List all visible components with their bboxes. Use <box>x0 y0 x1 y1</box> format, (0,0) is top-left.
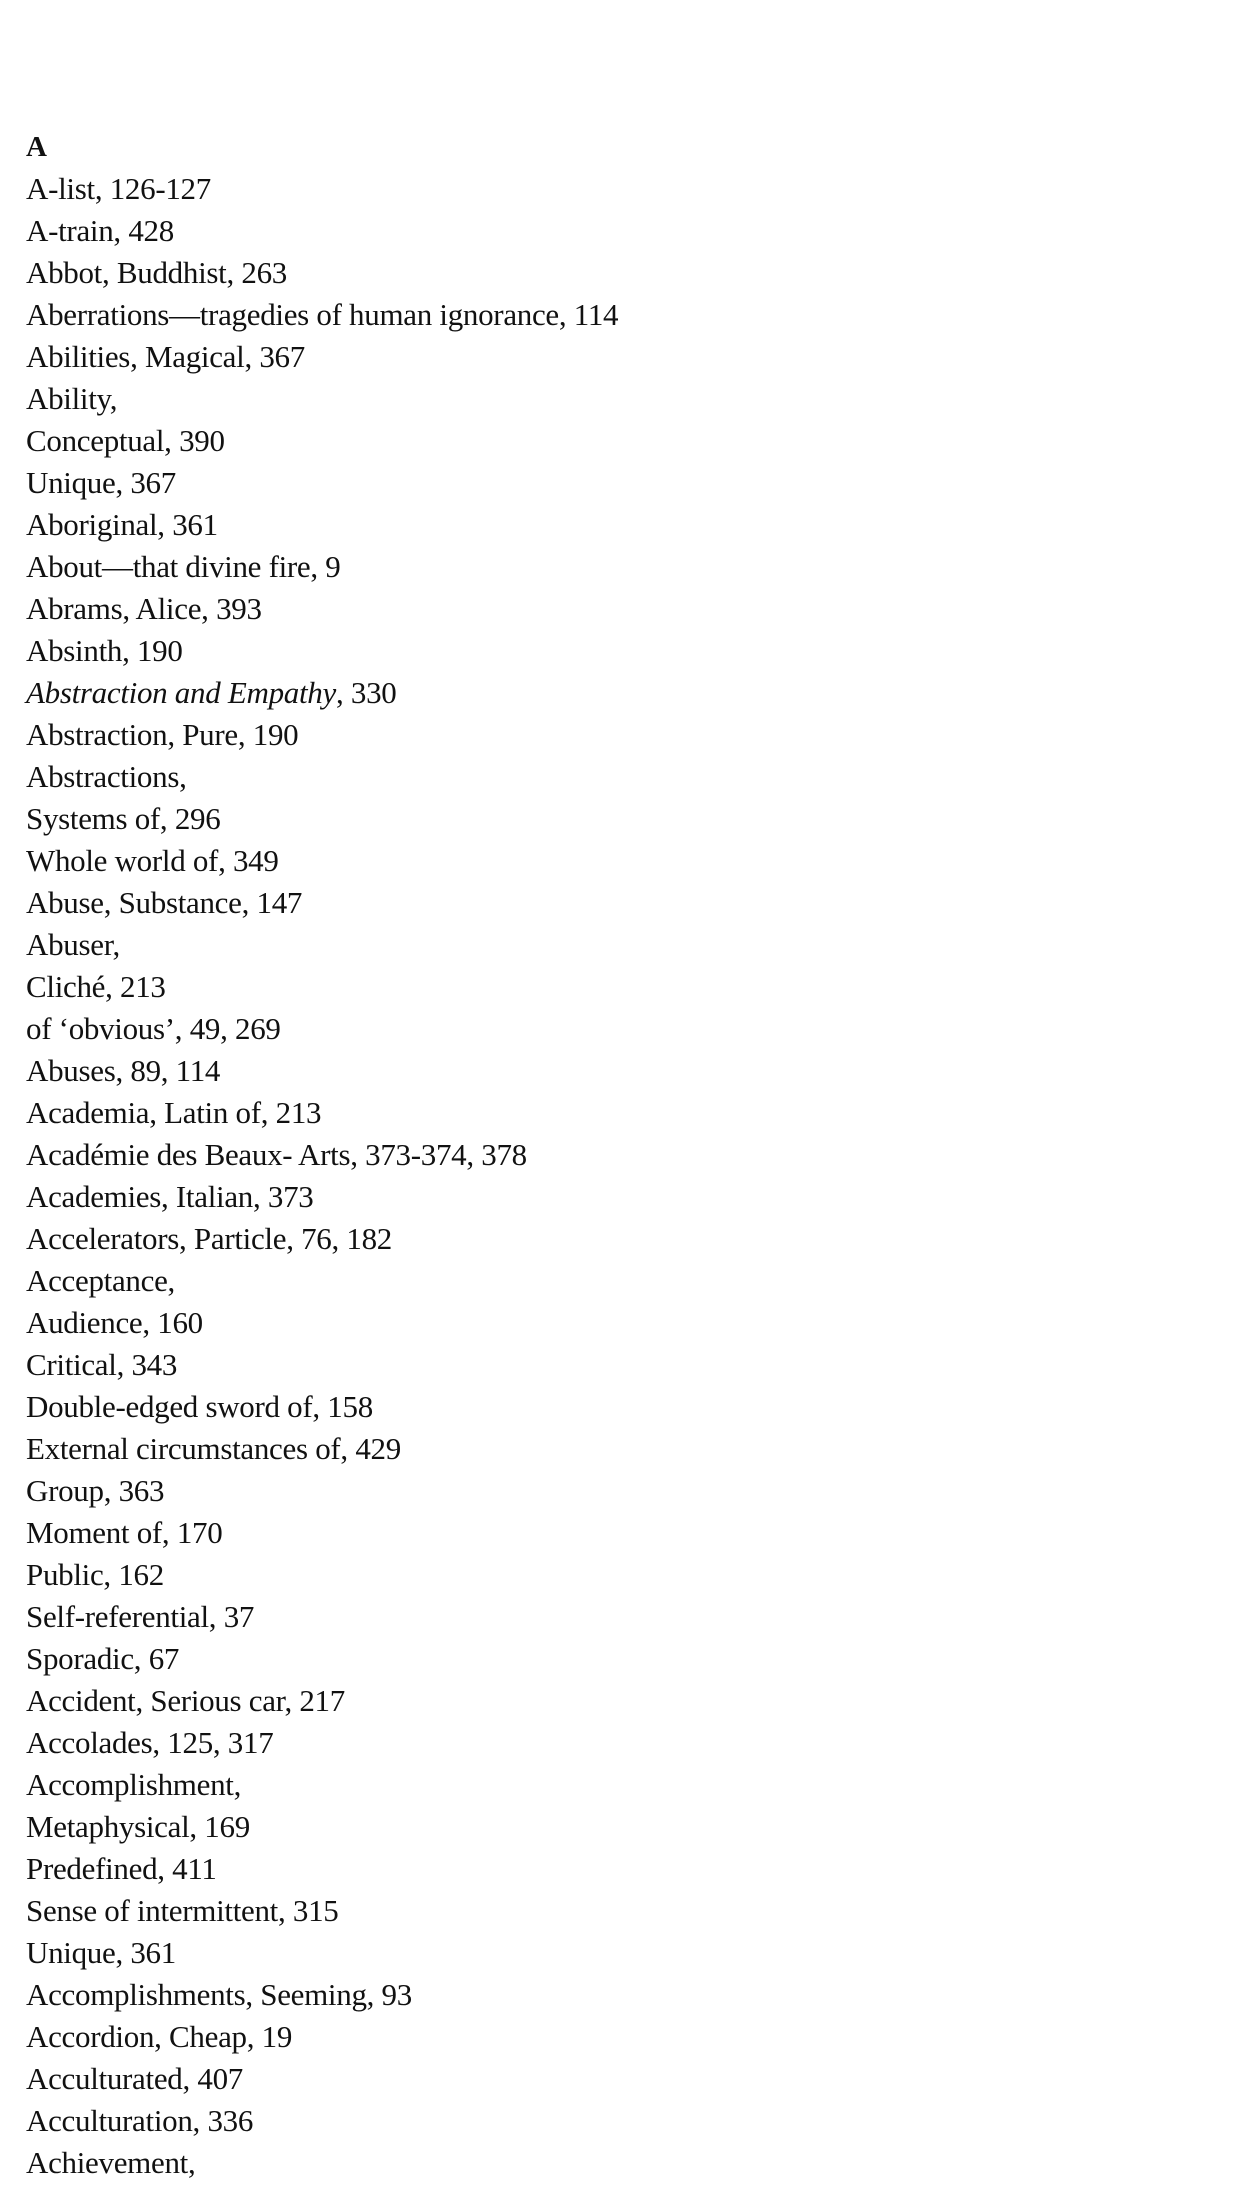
index-entry: Academia, Latin of, 213 <box>26 1095 322 1130</box>
index-entry: Academies, Italian, 373 <box>26 1179 314 1214</box>
index-entry: Absinth, 190 <box>26 633 183 668</box>
index-entry: Public, 162 <box>26 1557 164 1592</box>
index-entry-pages: , 330 <box>335 675 397 710</box>
index-entry-book-title: Abstraction and Empathy <box>26 675 336 710</box>
index-entry <box>26 672 1206 714</box>
index-entry: Achievement, <box>26 2145 196 2180</box>
index-entry: Abstraction, Pure, 190 <box>26 717 299 752</box>
index-entry: Accident, Serious car, 217 <box>26 1683 345 1718</box>
index-entry: Acculturation, 336 <box>26 2103 254 2138</box>
index-entry: Abuser, <box>26 927 120 962</box>
index-entry: A-train, 428 <box>26 213 174 248</box>
index-entry: Unique, 361 <box>26 1935 176 1970</box>
index-entry: Group, 363 <box>26 1473 165 1508</box>
index-entry: Accordion, Cheap, 19 <box>26 2019 293 2054</box>
index-entry: Audience, 160 <box>26 1305 203 1340</box>
index-entry: Abrams, Alice, 393 <box>26 591 262 626</box>
index-entry: Aberrations—tragedies of human ignorance, 114 <box>26 297 619 332</box>
index-entry: Abuses, 89, 114 <box>26 1053 221 1088</box>
index-entry: Acculturated, 407 <box>26 2061 243 2096</box>
index-entry-list <box>26 168 1206 2184</box>
index-entry: Académie des Beaux- Arts, 373-374, 378 <box>26 1137 527 1172</box>
index-entry: Self-referential, 37 <box>26 1599 255 1634</box>
index-entry: Abilities, Magical, 367 <box>26 339 305 374</box>
index-entry: Conceptual, 390 <box>26 423 225 458</box>
index-letter-heading: A <box>26 131 47 163</box>
index-entry: Accelerators, Particle, 76, 182 <box>26 1221 393 1256</box>
index-entry: Abstractions, <box>26 759 187 794</box>
index-entry: External circumstances of, 429 <box>26 1431 401 1466</box>
index-entry: Abuse, Substance, 147 <box>26 885 303 920</box>
index-entry: Accomplishment, <box>26 1767 242 1802</box>
index-entry: A-list, 126-127 <box>26 171 211 206</box>
index-entry: of ‘obvious’, 49, 269 <box>26 1011 281 1046</box>
index-entry: Sporadic, 67 <box>26 1641 180 1676</box>
index-entry: Sense of intermittent, 315 <box>26 1893 339 1928</box>
index-entry: About—that divine fire, 9 <box>26 549 341 584</box>
index-entry: Systems of, 296 <box>26 801 221 836</box>
index-entry: Aboriginal, 361 <box>26 507 218 542</box>
index-entry: Critical, 343 <box>26 1347 178 1382</box>
index-entry: Ability, <box>26 381 118 416</box>
index-entry: Accolades, 125, 317 <box>26 1725 274 1760</box>
index-entry: Moment of, 170 <box>26 1515 223 1550</box>
index-entry: Metaphysical, 169 <box>26 1809 250 1844</box>
index-entry: Abbot, Buddhist, 263 <box>26 255 287 290</box>
index-entry: Predefined, 411 <box>26 1851 217 1886</box>
index-entry: Unique, 367 <box>26 465 176 500</box>
index-entry: Whole world of, 349 <box>26 843 279 878</box>
index-entry: Accomplishments, Seeming, 93 <box>26 1977 412 2012</box>
index-entry: Acceptance, <box>26 1263 176 1298</box>
index-entry: Cliché, 213 <box>26 969 166 1004</box>
index-page <box>26 126 1206 2184</box>
index-entry: Double-edged sword of, 158 <box>26 1389 373 1424</box>
